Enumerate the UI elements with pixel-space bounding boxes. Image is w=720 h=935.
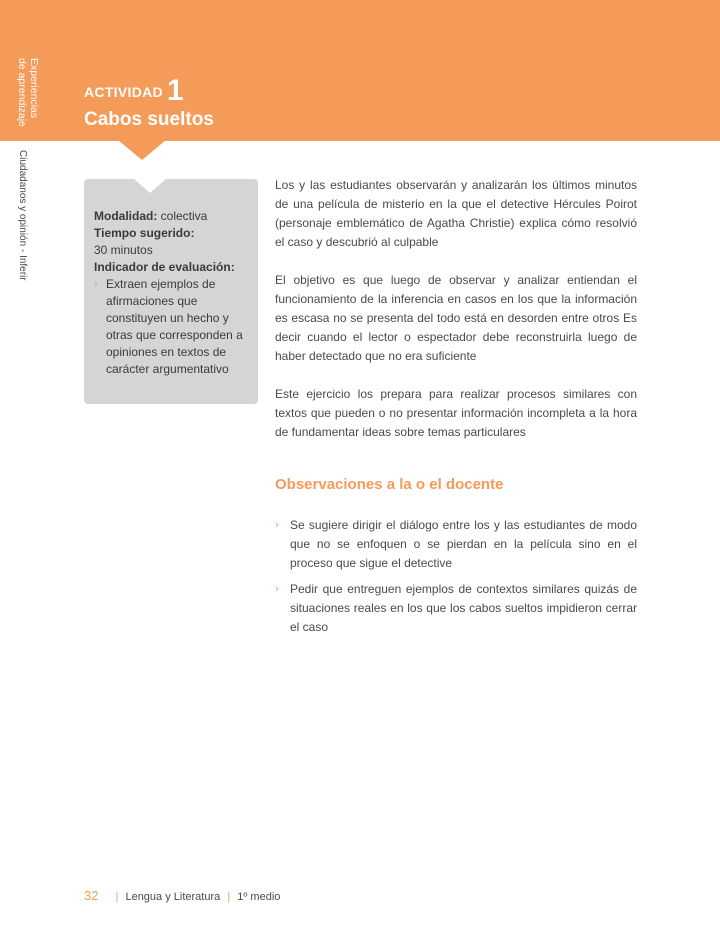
activity-title: Cabos sueltos [84, 109, 214, 130]
modalidad-label: Modalidad: [94, 209, 158, 223]
footer-separator: | [115, 891, 119, 903]
modalidad-value: colectiva [157, 209, 208, 223]
activity-heading [84, 74, 184, 108]
info-box-content [94, 208, 244, 378]
side-section-label [12, 58, 40, 128]
observaciones-title: Observaciones a la o el docente [275, 476, 504, 493]
header-notch [118, 140, 166, 160]
activity-number: 1 [166, 74, 184, 107]
main-text [275, 176, 637, 461]
footer-subject: Lengua y Literatura [125, 891, 221, 903]
paragraph-1: Los y las estudiantes observarán y analizarán los últimos minutos de una película de misterio en la que el detective Hércules Poirot (personaje emblemático de Agatha Christie) explica cómo resolvió el caso y descubrió al culpable [275, 178, 637, 249]
list-item [275, 516, 637, 573]
bullet-icon: › [275, 519, 279, 531]
paragraph-2: El objetivo es que luego de observar y analizar entiendan el funcionamiento de la inferencia en casos en los que la información es escasa no se presenta del todo está en desorden entre otros Es decir cuando el lector o espectador debe reconstruirla luego de haber detectado que no era suficiente [275, 273, 637, 363]
info-box-notch [134, 179, 166, 193]
footer-grade: 1º medio [237, 891, 281, 903]
side-section-line2: de aprendizaje [16, 58, 28, 127]
indicador-label: Indicador de evaluación: [94, 260, 235, 274]
footer-separator: | [227, 891, 231, 903]
modalidad-row [94, 208, 244, 225]
bullet-icon: › [275, 583, 279, 595]
side-unit-text: Ciudadanos y opinión - Inferir [17, 150, 28, 281]
observacion-text-1: Se sugiere dirigir el diálogo entre los y las estudiantes de modo que no se enfoquen o se pierdan en la película sino en el proceso que sigue el detective [290, 518, 637, 570]
page-number: 32 [84, 888, 99, 903]
activity-label: ACTIVIDAD [84, 84, 163, 100]
paragraph-3: Este ejercicio los prepara para realizar procesos similares con textos que pueden o no presentar información incompleta a la hora de fundamentar ideas sobre temas particulares [275, 387, 637, 439]
bullet-icon: › [94, 278, 98, 290]
list-item [275, 580, 637, 637]
side-section-line1: Experiencias [28, 58, 40, 119]
indicador-text: Extraen ejemplos de afirmaciones que constituyen un hecho y otras que corresponden a opiniones en textos de carácter argumentativo [106, 277, 243, 376]
tiempo-label: Tiempo sugerido: [94, 226, 195, 240]
indicador-item [94, 276, 244, 378]
side-unit-label [14, 150, 30, 280]
footer [84, 888, 280, 903]
tiempo-value: 30 minutos [94, 243, 153, 257]
observaciones-list [275, 516, 637, 644]
observacion-text-2: Pedir que entreguen ejemplos de contextos similares quizás de situaciones reales en los que los cabos sueltos impidieron cerrar el caso [290, 582, 637, 634]
